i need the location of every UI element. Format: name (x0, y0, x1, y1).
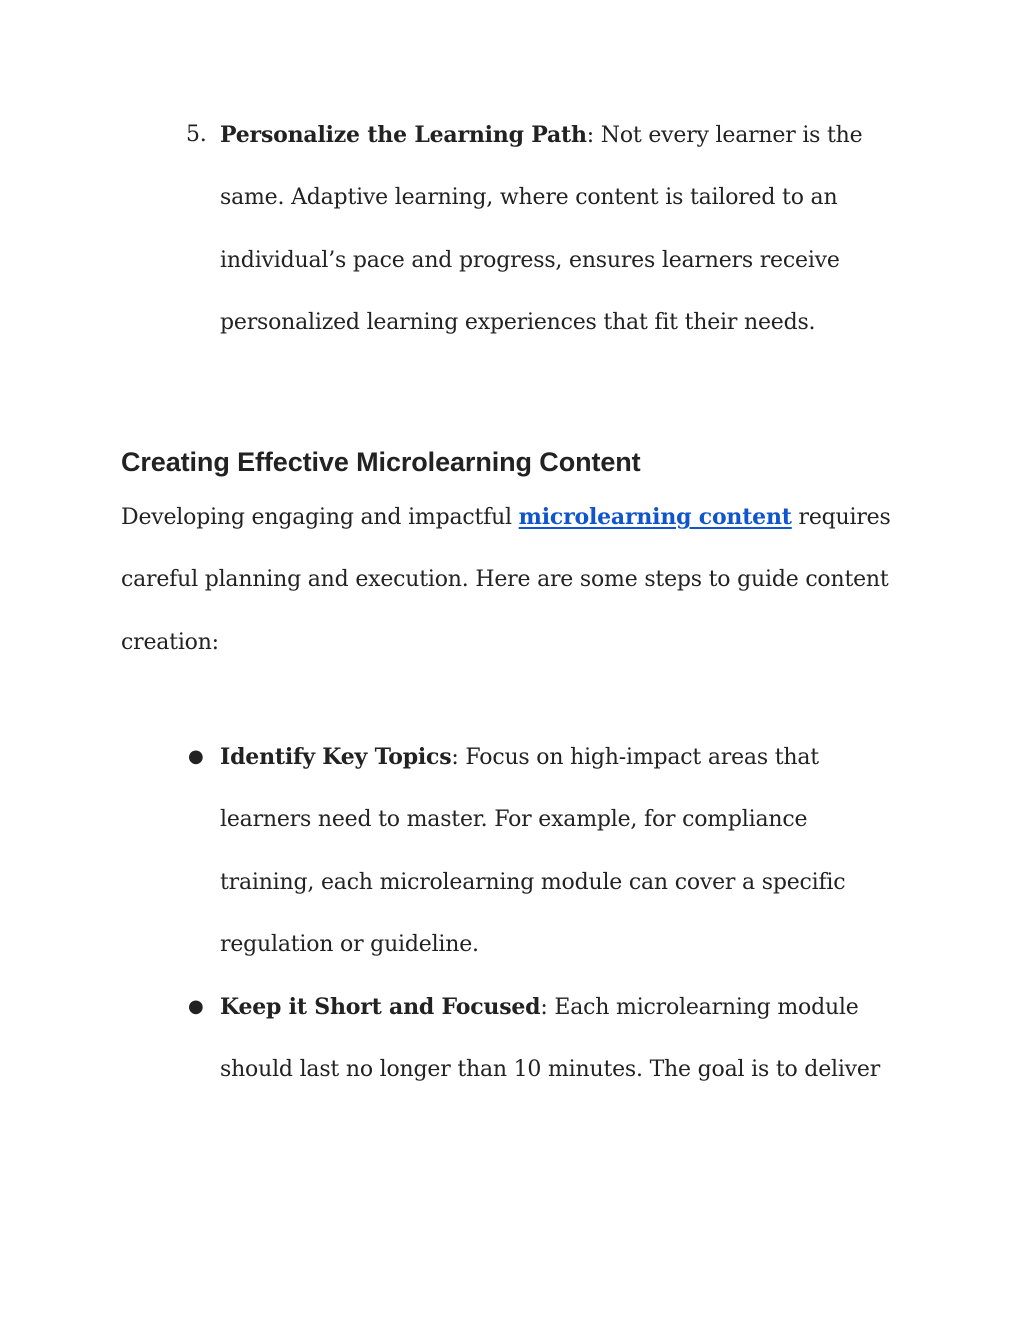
list-number: 5. (186, 122, 207, 147)
numbered-list-item-5 (186, 104, 900, 355)
bullet-item-keep-it-short (188, 976, 900, 1102)
section-heading: Creating Effective Microlearning Content (121, 447, 641, 477)
intro-text-end: requires careful planning and execution. Here are some steps to guide content creation: (121, 505, 891, 655)
microlearning-content-link[interactable]: microlearning content (518, 504, 792, 530)
bullet-item-identify-key-topics (188, 726, 860, 977)
bullet-item-body: : Focus on high-impact areas that learners need to master. For example, for compliance training, each microlearning module can cover a specific regulation or guideline. (220, 745, 846, 958)
list-item-title: Personalize the Learning Path (220, 122, 587, 148)
intro-paragraph (121, 486, 921, 674)
bullet-icon: ● (188, 996, 204, 1017)
bullet-item-title: Identify Key Topics (220, 744, 452, 770)
bullet-item-body: : Each microlearning module should last no longer than 10 minutes. The goal is to deliver (220, 995, 881, 1083)
bullet-icon: ● (188, 746, 204, 767)
bullet-item-title: Keep it Short and Focused (220, 994, 541, 1020)
list-item-body: : Not every learner is the same. Adaptive learning, where content is tailored to an individual’s pace and progress, ensures learners receive personalized learning experiences that fit their needs. (220, 123, 863, 336)
intro-text-start: Developing engaging and impactful (121, 505, 519, 530)
